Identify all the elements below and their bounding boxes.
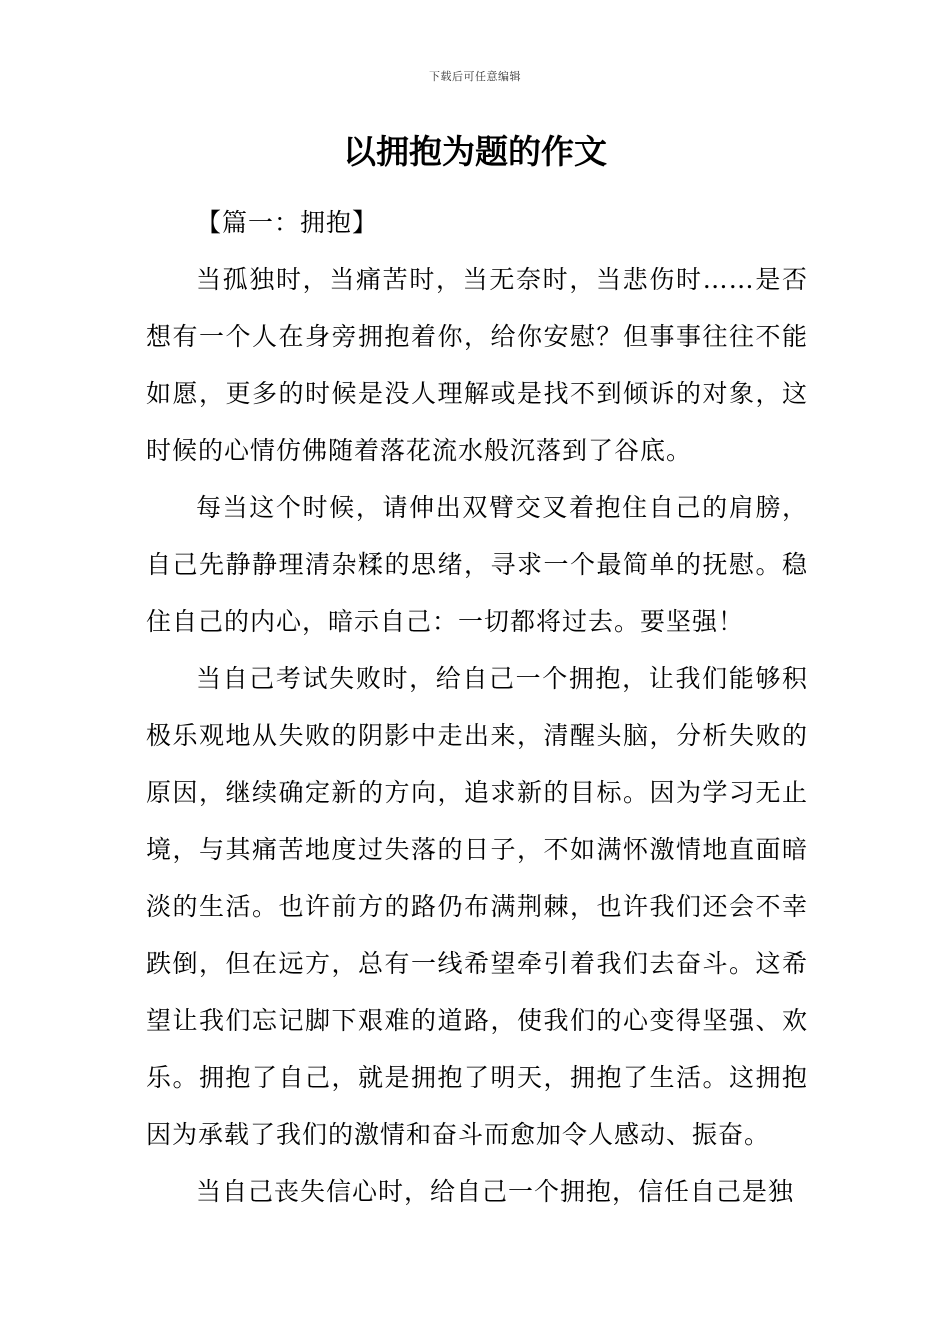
paragraph-1: 当孤独时，当痛苦时，当无奈时，当悲伤时……是否想有一个人在身旁拥抱着你，给你安慰？但事事往往不能如愿，更多的时候是没人理解或是找不到倾诉的对象，这时候的心情仿佛随着落花流水般沉落到了谷底。 [146, 265, 808, 465]
paragraph-2: 每当这个时候，请伸出双臂交叉着抱住自己的肩膀，自己先静静理清杂糅的思绪，寻求一个最简单的抚慰。稳住自己的内心，暗示自己：一切都将过去。要坚强！ [146, 493, 808, 636]
paragraph-3: 当自己考试失败时，给自己一个拥抱，让我们能够积极乐观地从失败的阴影中走出来，清醒头脑，分析失败的原因，继续确定新的方向，追求新的目标。因为学习无止境，与其痛苦地度过失落的日子，不如满怀激情地直面暗淡的生活。也许前方的路仍布满荆棘，也许我们还会不幸跌倒，但在远方，总有一线希望牵引着我们去奋斗。这希望让我们忘记脚下艰难的道路，使我们的心变得坚强、欢乐。拥抱了自己，就是拥抱了明天，拥抱了生活。这拥抱因为承载了我们的激情和奋斗而愈加令人感动、振奋。 [146, 664, 808, 1149]
header-note: 下载后可任意编辑 [429, 70, 521, 83]
paragraph-4: 当自己丧失信心时，给自己一个拥抱，信任自己是独 [196, 1177, 795, 1206]
document-body [146, 194, 808, 1220]
section-heading: 【篇一：拥抱】 [196, 208, 379, 237]
document-title: 以拥抱为题的作文 [343, 132, 607, 171]
